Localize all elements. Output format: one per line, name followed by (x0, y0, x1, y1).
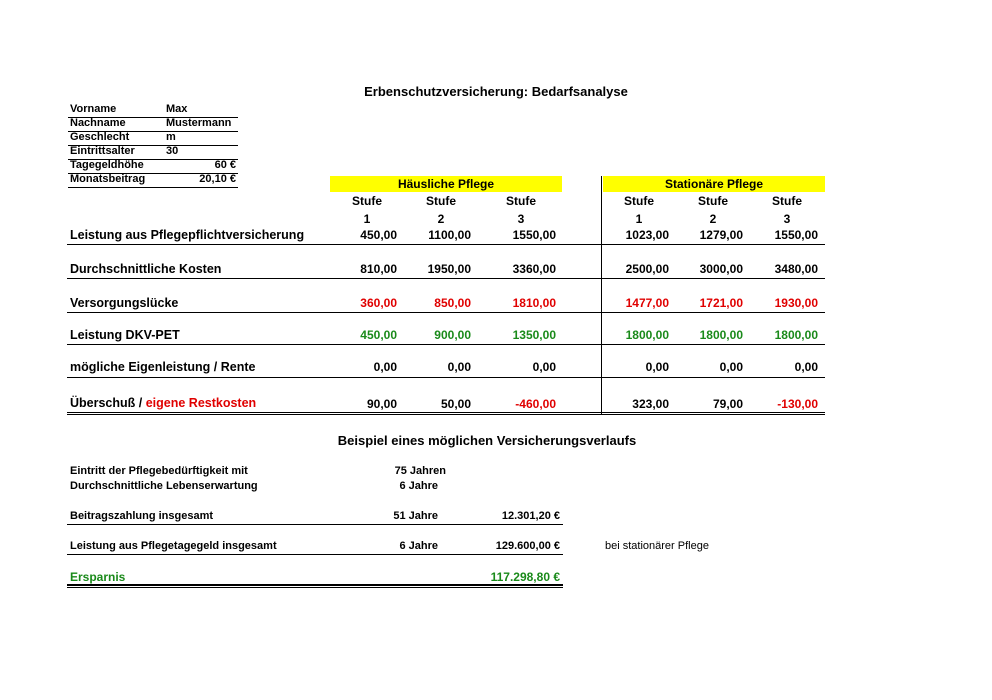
row-divider (67, 554, 563, 555)
person-row-geschlecht (68, 131, 238, 146)
savings-label: Ersparnis (70, 570, 126, 584)
person-label: Tagegeldhöhe (70, 159, 144, 171)
row-label-versorgungsluecke: Versorgungslücke (70, 296, 179, 310)
row-label-dkv-pet: Leistung DKV-PET (70, 328, 180, 342)
person-value: 60 € (214, 159, 236, 171)
table-cell: -460,00 (515, 397, 556, 411)
table-cell: 3000,00 (699, 262, 743, 276)
header-stationary-care: Stationäre Pflege (603, 176, 825, 192)
row-label-kosten: Durchschnittliche Kosten (70, 262, 222, 276)
savings-double-rule (67, 587, 563, 588)
table-cell: 1950,00 (427, 262, 471, 276)
table-cell: 1477,00 (625, 296, 669, 310)
stufe-label: Stufe (426, 194, 456, 208)
entry-age-label: Eintritt der Pflegebedürftigkeit mit (70, 465, 248, 477)
person-label: Nachname (70, 117, 126, 129)
person-row-monatsbeitrag (68, 173, 238, 188)
person-row-vorname (68, 103, 238, 118)
stufe-level: 2 (709, 212, 717, 226)
table-cell: 450,00 (360, 328, 397, 342)
table-cell: 0,00 (719, 360, 743, 374)
table-cell: 1023,00 (625, 228, 669, 242)
table-cell: 0,00 (447, 360, 471, 374)
person-row-tagegeld (68, 159, 238, 174)
table-cell: -130,00 (777, 397, 818, 411)
table-cell: 1810,00 (512, 296, 556, 310)
benefit-total-label: Leistung aus Pflegetagegeld insgesamt (70, 540, 277, 552)
life-expectancy-label: Durchschnittliche Lebenserwartung (70, 480, 258, 492)
stufe-level: 2 (437, 212, 445, 226)
table-cell: 810,00 (360, 262, 397, 276)
table-cell: 1930,00 (774, 296, 818, 310)
stufe-level: 1 (635, 212, 643, 226)
table-cell: 1550,00 (512, 228, 556, 242)
person-label: Geschlecht (70, 131, 130, 143)
stufe-label: Stufe (506, 194, 536, 208)
table-cell: 0,00 (532, 360, 556, 374)
person-label: Monatsbeitrag (70, 173, 146, 185)
table-cell: 3360,00 (512, 262, 556, 276)
table-bottom-double-rule (67, 412, 825, 415)
stufe-label: Stufe (624, 194, 654, 208)
row-label-ueberschuss-a: Überschuß / (70, 396, 146, 410)
table-cell: 1800,00 (625, 328, 669, 342)
person-value: 30 (166, 145, 179, 157)
person-value: 20,10 € (199, 173, 236, 185)
table-cell: 323,00 (632, 397, 669, 411)
entry-age-value: 75 Jahren (394, 465, 446, 477)
table-cell: 1350,00 (512, 328, 556, 342)
benefit-total-years: 6 Jahre (399, 540, 438, 552)
table-cell: 90,00 (366, 397, 397, 411)
table-cell: 0,00 (645, 360, 669, 374)
stufe-level: 3 (783, 212, 791, 226)
table-cell: 0,00 (373, 360, 397, 374)
benefit-total-amount: 129.600,00 € (495, 540, 560, 552)
row-divider (67, 278, 825, 279)
table-cell: 1279,00 (699, 228, 743, 242)
table-cell: 360,00 (360, 296, 397, 310)
row-divider (67, 377, 825, 378)
table-cell: 1100,00 (428, 228, 471, 242)
table-cell: 900,00 (434, 328, 471, 342)
person-row-nachname (68, 117, 238, 132)
table-cell: 79,00 (712, 397, 743, 411)
row-divider (67, 524, 563, 525)
savings-double-rule (67, 584, 563, 586)
row-label-ueberschuss (70, 396, 256, 410)
premium-total-amount: 12.301,20 € (501, 510, 560, 522)
table-cell: 1721,00 (699, 296, 743, 310)
person-value: m (166, 131, 176, 143)
header-home-care: Häusliche Pflege (330, 176, 562, 192)
person-value: Mustermann (166, 117, 232, 129)
column-separator (601, 176, 602, 414)
row-label-eigenleistung: mögliche Eigenleistung / Rente (70, 360, 256, 374)
table-cell: 450,00 (360, 228, 397, 242)
row-divider (67, 312, 825, 313)
row-divider (67, 344, 825, 345)
person-label: Eintrittsalter (70, 145, 135, 157)
stufe-label: Stufe (698, 194, 728, 208)
person-label: Vorname (70, 103, 117, 115)
page-title: Erbenschutzversicherung: Bedarfsanalyse (364, 84, 628, 99)
row-divider (67, 244, 825, 245)
table-cell: 3480,00 (774, 262, 818, 276)
table-cell: 1550,00 (774, 228, 818, 242)
section-subtitle: Beispiel eines möglichen Versicherungsverlaufs (337, 433, 637, 448)
table-cell: 850,00 (434, 296, 471, 310)
person-row-eintrittsalter (68, 145, 238, 160)
life-expectancy-value: 6 Jahre (399, 480, 438, 492)
table-cell: 1800,00 (699, 328, 743, 342)
row-label-pflegepflicht: Leistung aus Pflegepflichtversicherung (70, 228, 305, 242)
savings-amount: 117.298,80 € (490, 570, 560, 584)
premium-total-years: 51 Jahre (393, 510, 438, 522)
row-label-restkosten: eigene Restkosten (145, 396, 257, 410)
table-cell: 0,00 (794, 360, 818, 374)
table-cell: 2500,00 (625, 262, 669, 276)
stufe-level: 1 (363, 212, 371, 226)
person-value: Max (166, 103, 188, 115)
premium-total-label: Beitragszahlung insgesamt (70, 510, 214, 522)
benefit-note: bei stationärer Pflege (605, 540, 709, 552)
table-cell: 1800,00 (774, 328, 818, 342)
stufe-label: Stufe (772, 194, 802, 208)
stufe-label: Stufe (352, 194, 382, 208)
table-cell: 50,00 (440, 397, 471, 411)
stufe-level: 3 (517, 212, 525, 226)
